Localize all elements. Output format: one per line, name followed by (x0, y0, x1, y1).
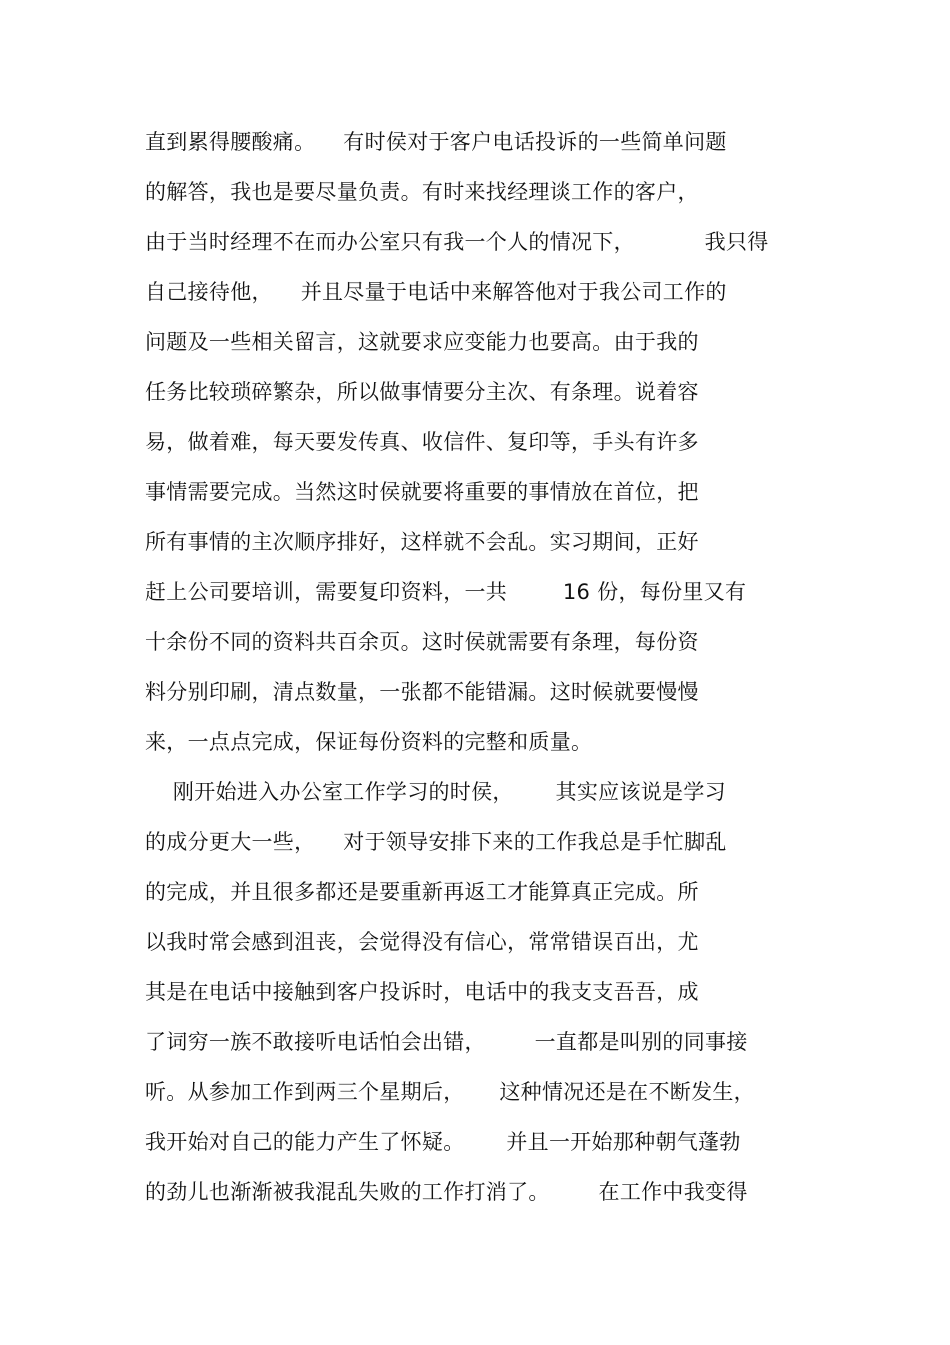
text-line: 问题及一些相关留言，这就要求应变能力也要高。由于我的 (145, 330, 699, 354)
text-line: 十余份不同的资料共百余页。这时侯就需要有条理，每份资 (145, 630, 699, 654)
body-text (145, 122, 825, 1222)
text-line: 赶上公司要培训，需要复印资料，一共 16 份，每份里又有 (145, 580, 747, 604)
text-line: 自己接待他， 并且尽量于电话中来解答他对于我公司工作的 (145, 280, 727, 304)
text-line: 料分别印刷，清点数量，一张都不能错漏。这时候就要慢慢 (145, 680, 699, 704)
text-line: 任务比较琐碎繁杂，所以做事情要分主次、有条理。说着容 (145, 380, 699, 404)
text-line: 所有事情的主次顺序排好，这样就不会乱。实习期间，正好 (145, 530, 699, 554)
text-line: 我开始对自己的能力产生了怀疑。 并且一开始那种朝气蓬勃 (145, 1130, 741, 1154)
text-line: 易，做着难，每天要发传真、收信件、复印等，手头有许多 (145, 430, 699, 454)
text-line: 刚开始进入办公室工作学习的时侯， 其实应该说是学习 (145, 780, 726, 804)
text-line: 听。从参加工作到两三个星期后， 这种情况还是在不断发生， (145, 1080, 755, 1104)
text-line: 事情需要完成。当然这时侯就要将重要的事情放在首位，把 (145, 480, 699, 504)
text-line: 以我时常会感到沮丧，会觉得没有信心，常常错误百出，尤 (145, 930, 699, 954)
text-line: 直到累得腰酸痛。 有时侯对于客户电话投诉的一些简单问题 (145, 130, 727, 154)
text-line: 来，一点点完成，保证每份资料的完整和质量。 (145, 730, 593, 754)
text-line: 由于当时经理不在而办公室只有我一个人的情况下， 我只得 (145, 230, 769, 254)
text-line: 的成分更大一些， 对于领导安排下来的工作我总是手忙脚乱 (145, 830, 727, 854)
text-line: 的完成，并且很多都还是要重新再返工才能算真正完成。所 (145, 880, 699, 904)
text-line: 的劲儿也渐渐被我混乱失败的工作打消了。 在工作中我变得 (145, 1180, 748, 1204)
text-line: 了词穷一族不敢接听电话怕会出错， 一直都是叫别的同事接 (145, 1030, 748, 1054)
text-line: 其是在电话中接触到客户投诉时，电话中的我支支吾吾，成 (145, 980, 699, 1004)
text-line: 的解答，我也是要尽量负责。有时来找经理谈工作的客户， (145, 180, 699, 204)
